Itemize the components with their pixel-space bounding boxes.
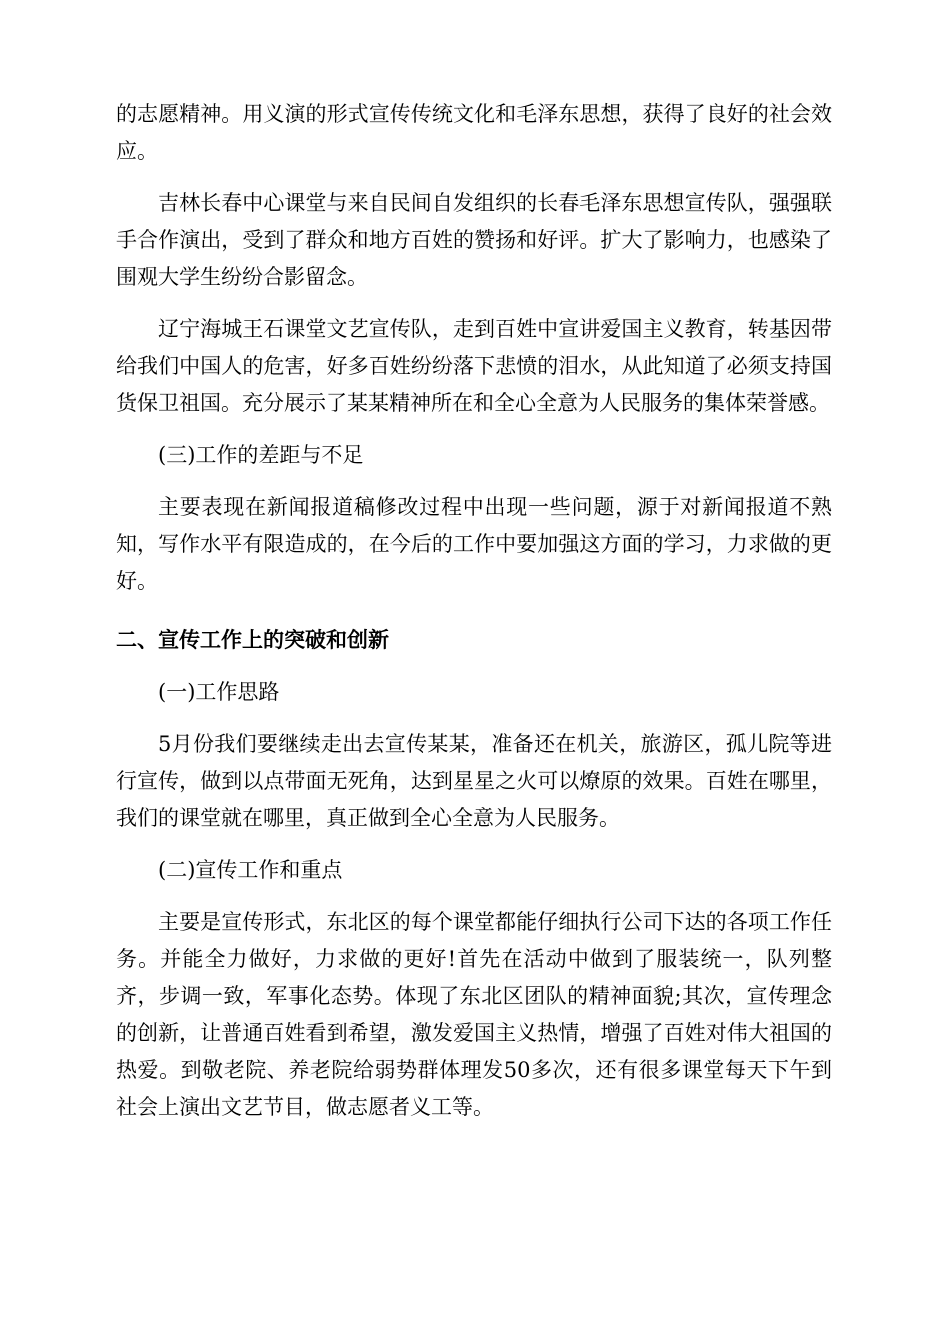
subheading-work-ideas: (一)工作思路 (158, 680, 280, 704)
subheading-publicity-focus: (二)宣传工作和重点 (158, 858, 343, 882)
paragraph-jilin-changchun: 吉林长春中心课堂与来自民间自发组织的长春毛泽东思想宣传队，强强联手合作演出，受到了群众和地方百姓的赞扬和好评。扩大了影响力，也感染了围观大学生纷纷合影留念。 (116, 191, 832, 289)
paragraph-continued: 的志愿精神。用义演的形式宣传传统文化和毛泽东思想，获得了良好的社会效应。 (116, 102, 832, 163)
document-page (116, 96, 832, 1141)
paragraph-liaoning-haicheng: 辽宁海城王石课堂文艺宣传队，走到百姓中宣讲爱国主义教育，转基因带给我们中国人的危害，好多百姓纷纷落下悲愤的泪水，从此知道了必须支持国货保卫祖国。充分展示了某某精神所在和全心全意为人民服务的集体荣誉感。 (116, 317, 832, 415)
subheading-gaps-shortcomings: (三)工作的差距与不足 (158, 443, 364, 467)
paragraph-news-reporting: 主要表现在新闻报道稿修改过程中出现一些问题，源于对新闻报道不熟知，写作水平有限造成的，在今后的工作中要加强这方面的学习，力求做的更好。 (116, 495, 832, 593)
paragraph-publicity-form: 主要是宣传形式，东北区的每个课堂都能仔细执行公司下达的各项工作任务。并能全力做好，力求做的更好!首先在活动中做到了服装统一，队列整齐，步调一致，军事化态势。体现了东北区团队的精神面貌;其次，宣传理念的创新，让普通百姓看到希望，激发爱国主义热情，增强了百姓对伟大祖国的热爱。到敬老院、养老院给弱势群体理发50多次，还有很多课堂每天下午到社会上演出文艺节目，做志愿者义工等。 (116, 910, 832, 1119)
paragraph-may-plan: 5月份我们要继续走出去宣传某某，准备还在机关，旅游区，孤儿院等进行宣传，做到以点带面无死角，达到星星之火可以燎原的效果。百姓在哪里，我们的课堂就在哪里，真正做到全心全意为人民服务。 (116, 732, 832, 830)
section-heading-breakthrough: 二、宣传工作上的突破和创新 (116, 628, 389, 652)
